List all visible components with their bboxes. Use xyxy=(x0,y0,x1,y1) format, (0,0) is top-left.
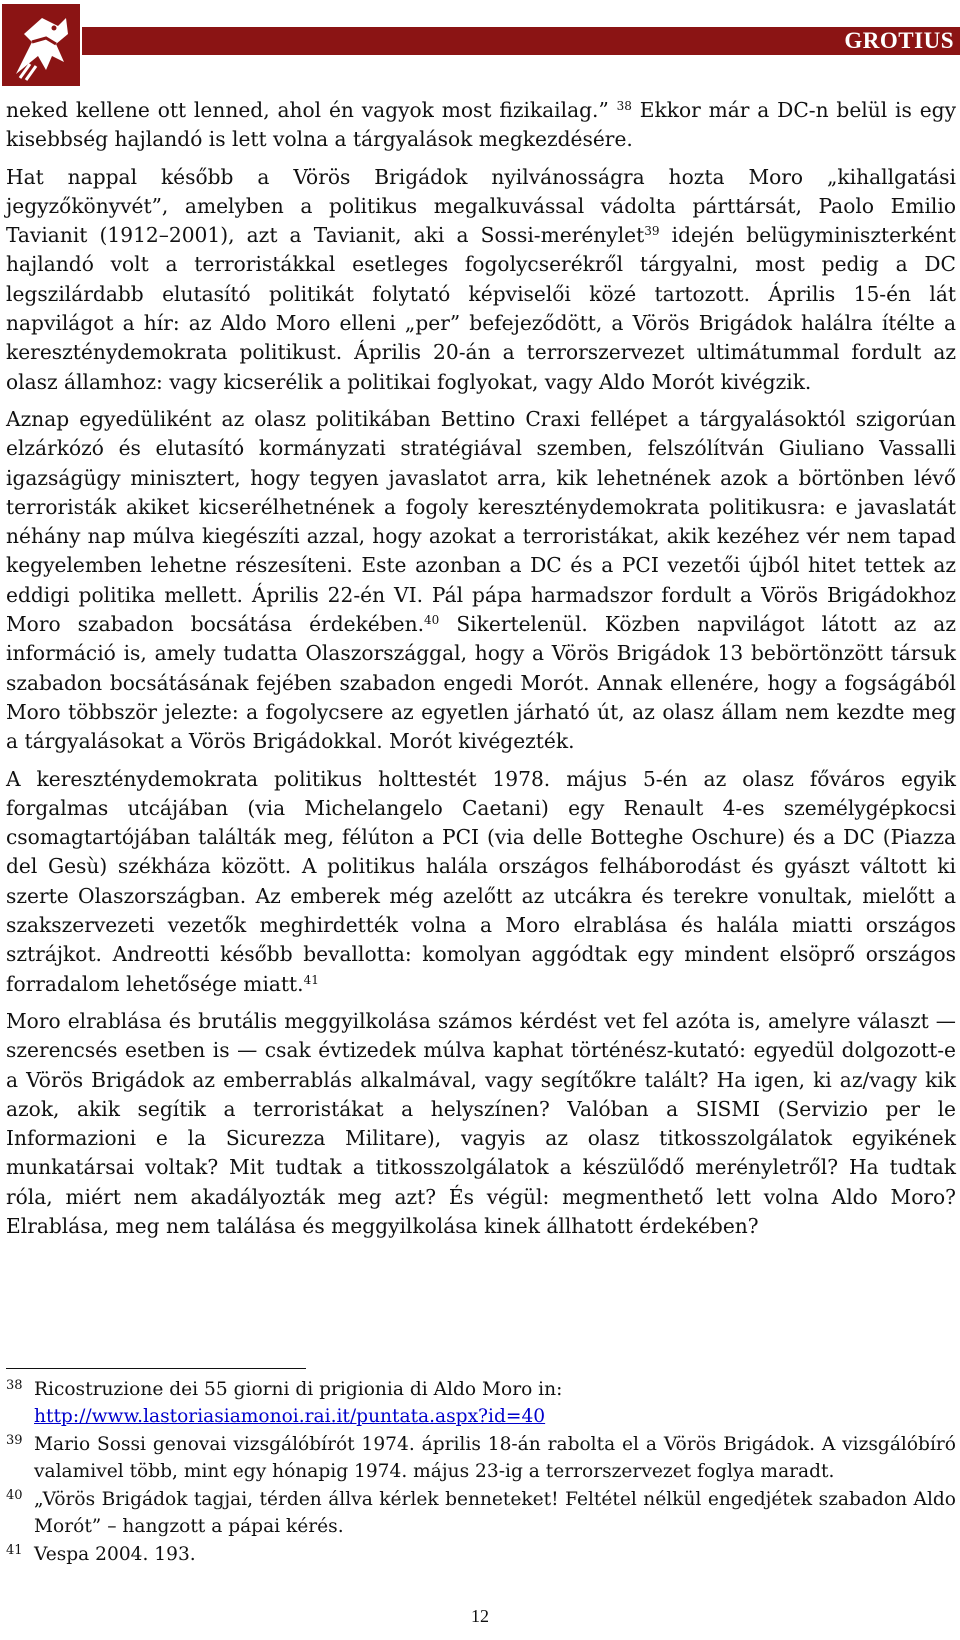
page-header xyxy=(0,0,960,90)
footnote: 39 Mario Sossi genovai vizsgálóbírót 1974. április 18-án rabolta el a Vörös Brigádok. A vizsgálóbíró valamivel több, mint egy hónapig 1974. május 23-ig a terrorszervezet foglya maradt. xyxy=(6,1433,956,1482)
paragraph-text: idején belügyminiszterként hajlandó volt a terroristákkal esetleges fogolycserékről tárgyalni, most pedig a DC legszilárdabb elutasító politikát folytató képviselői közé tartozott. Április 15-én lát napvilágot a hír: az Aldo Moro elleni „per” befejeződött, a Vörös Brigádok halálra ítélte a kereszténydemokrata politikust. Április 20-án a terrorszervezet ultimátummal fordult az olasz államhoz: vagy kicserélik a politikai foglyokat, vagy Aldo Morót kivégzik. xyxy=(6,223,956,394)
footnote-ref[interactable]: 39 xyxy=(644,224,660,239)
footnote-ref[interactable]: 38 xyxy=(616,99,632,113)
paragraph-text: neked kellene ott lenned, ahol én vagyok most fizikailag.” xyxy=(6,98,617,122)
paragraph xyxy=(6,1007,956,1241)
footnote-link[interactable]: http://www.lastoriasiamonoi.rai.it/puntata.aspx?id=40 xyxy=(34,1406,546,1427)
footnote-separator xyxy=(6,1368,306,1369)
footnote: 41 Vespa 2004. 193. xyxy=(6,1543,196,1565)
logo-graphic xyxy=(2,4,80,86)
footnote-text: „Vörös Brigádok tagjai, térden állva kérlek benneteket! Feltétel nélkül engedjétek szabadon Aldo Morót” – hangzott a pápai kérés. xyxy=(34,1489,956,1537)
paragraph-text: Moro elrablása és brutális meggyilkolása számos kérdést vet fel azóta is, amelyre választ — szerencsés esetben is — csak évtizedek múlva kaphat történész-kutató: egyedül dolgozott-e a Vörös Brigádok az emberrablás alkalmával, vagy segítőkre talált? Ha igen, ki az/vagy kik azok, akik segítik a terroristákat a helyszínen? Valóban a SISMI (Servizio per le Informazioni e la Sicurezza Militare), vagyis az olasz titkosszolgálatok egyikének munkatársai voltak? Mit tudtak a titkosszolgálatok a készülődő merényletről? Ha tudtak róla, miért nem akadályozták meg azt? És végül: megmenthető lett volna Aldo Moro? Elrablása, meg nem találása és meggyilkolása kinek állhatott érdekében? xyxy=(6,1008,956,1238)
footnote-text: Mario Sossi genovai vizsgálóbírót 1974. április 18-án rabolta el a Vörös Brigádok. A vizsgálóbíró valamivel több, mint egy hónapig 1974. május 23-ig a terrorszervezet foglya maradt. xyxy=(34,1434,956,1482)
paragraph-text: Aznap egyedüliként az olasz politikában Bettino Craxi fellépet a tárgyalásoktól szigorúan elzárkózó és elutasító kormányzati stratégiával szemben, felszólítván Giuliano Vassalli igazságügy minisztert, hogy tegyen javaslatot arra, kik lehetnének azok a börtönben lévő terroristák akiket kicserélhetnének a fogoly kereszténydemokrata politikusra: e javaslatát néhány nap múlva kiegészíti azzal, hogy azokat a terroristákat, akik kezéhez vér nem tapad kegyelemben lehetne részesíteni. Este azonban a DC és a PCI vezetői újból hitet tettek az eddigi politika mellett. Április 22-én VI. Pál pápa harmadszor fordult a Vörös Brigádokhoz Moro szabadon bocsátása érdekében. xyxy=(6,406,956,637)
paragraph xyxy=(6,405,956,757)
footnote: 40 „Vörös Brigádok tagjai, térden állva kérlek benneteket! Feltétel nélkül engedjétek szabadon Aldo Morót” – hangzott a pápai kérés. xyxy=(6,1488,956,1537)
paragraph-text: Hat nappal később a Vörös Brigádok nyilvánosságra hozta Moro „kihallgatási jegyzőkönyvét”, amelyben a politikus megalkuvással vádolta párttársát, Paolo Emilio Tavianit (1912–2001), azt a Tavianit, aki a Sossi-merénylet xyxy=(6,164,956,248)
paragraph-text: Ekkor már a DC-n belül is egy kisebbség hajlandó is lett volna a tárgyalások megkezdésére. xyxy=(6,98,956,152)
paragraph-text: Sikertelenül. Közben napvilágot látott az az információ is, amely tudatta Olaszországgal, hogy a Vörös Brigádok 13 bebörtönzött társuk szabadon bocsátásának fejében szabadon engedi Morót. Annak ellenére, hogy a fogságából Moro többször jelezte: a fogolycsere az egyetlen járható út, az olasz állam nem kezdte meg a tárgyalásokat a Vörös Brigádokkal. Morót kivégezték. xyxy=(6,612,956,754)
brand-name: GROTIUS xyxy=(844,28,954,53)
footnotes xyxy=(6,1376,956,1569)
footnote-ref[interactable]: 40 xyxy=(424,613,440,628)
footnote: 38 Ricostruzione dei 55 giorni di prigionia di Aldo Moro in: http://www.lastoriasiamonoi.rai.it/puntata.aspx?id=40 xyxy=(6,1378,563,1427)
grotius-bird-logo-icon xyxy=(2,4,80,86)
page-number: 12 xyxy=(471,1606,489,1626)
paragraph xyxy=(6,163,956,397)
footnote-text: Vespa 2004. 193. xyxy=(34,1544,196,1565)
footnote-ref[interactable]: 41 xyxy=(303,972,319,987)
paragraph-text: A kereszténydemokrata politikus holttestét 1978. május 5-én az olasz főváros egyik forgalmas utcájában (via Michelangelo Caetani) egy Renault 4-es személygépkocsi csomagtartójában találták meg, félúton a PCI (via delle Botteghe Oschure) és a DC (Piazza del Gesù) székháza között. A politikus halála országos felháborodást és gyászt váltott ki szerte Olaszországban. Az emberek még azelőtt az utcákra és terekre vonultak, mielőtt a szakszervezeti vezetők meghirdették volna a Moro elrablása és halála miatti országos sztrájkot. Andreotti később bevallotta: komolyan aggódtak egy mindent elsöprő országos forradalom lehetősége miatt. xyxy=(6,766,956,996)
paragraph xyxy=(6,96,956,155)
header-bar xyxy=(82,27,960,55)
paragraph xyxy=(6,765,956,999)
body-text xyxy=(6,96,956,1249)
footnote-text: Ricostruzione dei 55 giorni di prigionia di Aldo Moro in: xyxy=(34,1379,563,1400)
